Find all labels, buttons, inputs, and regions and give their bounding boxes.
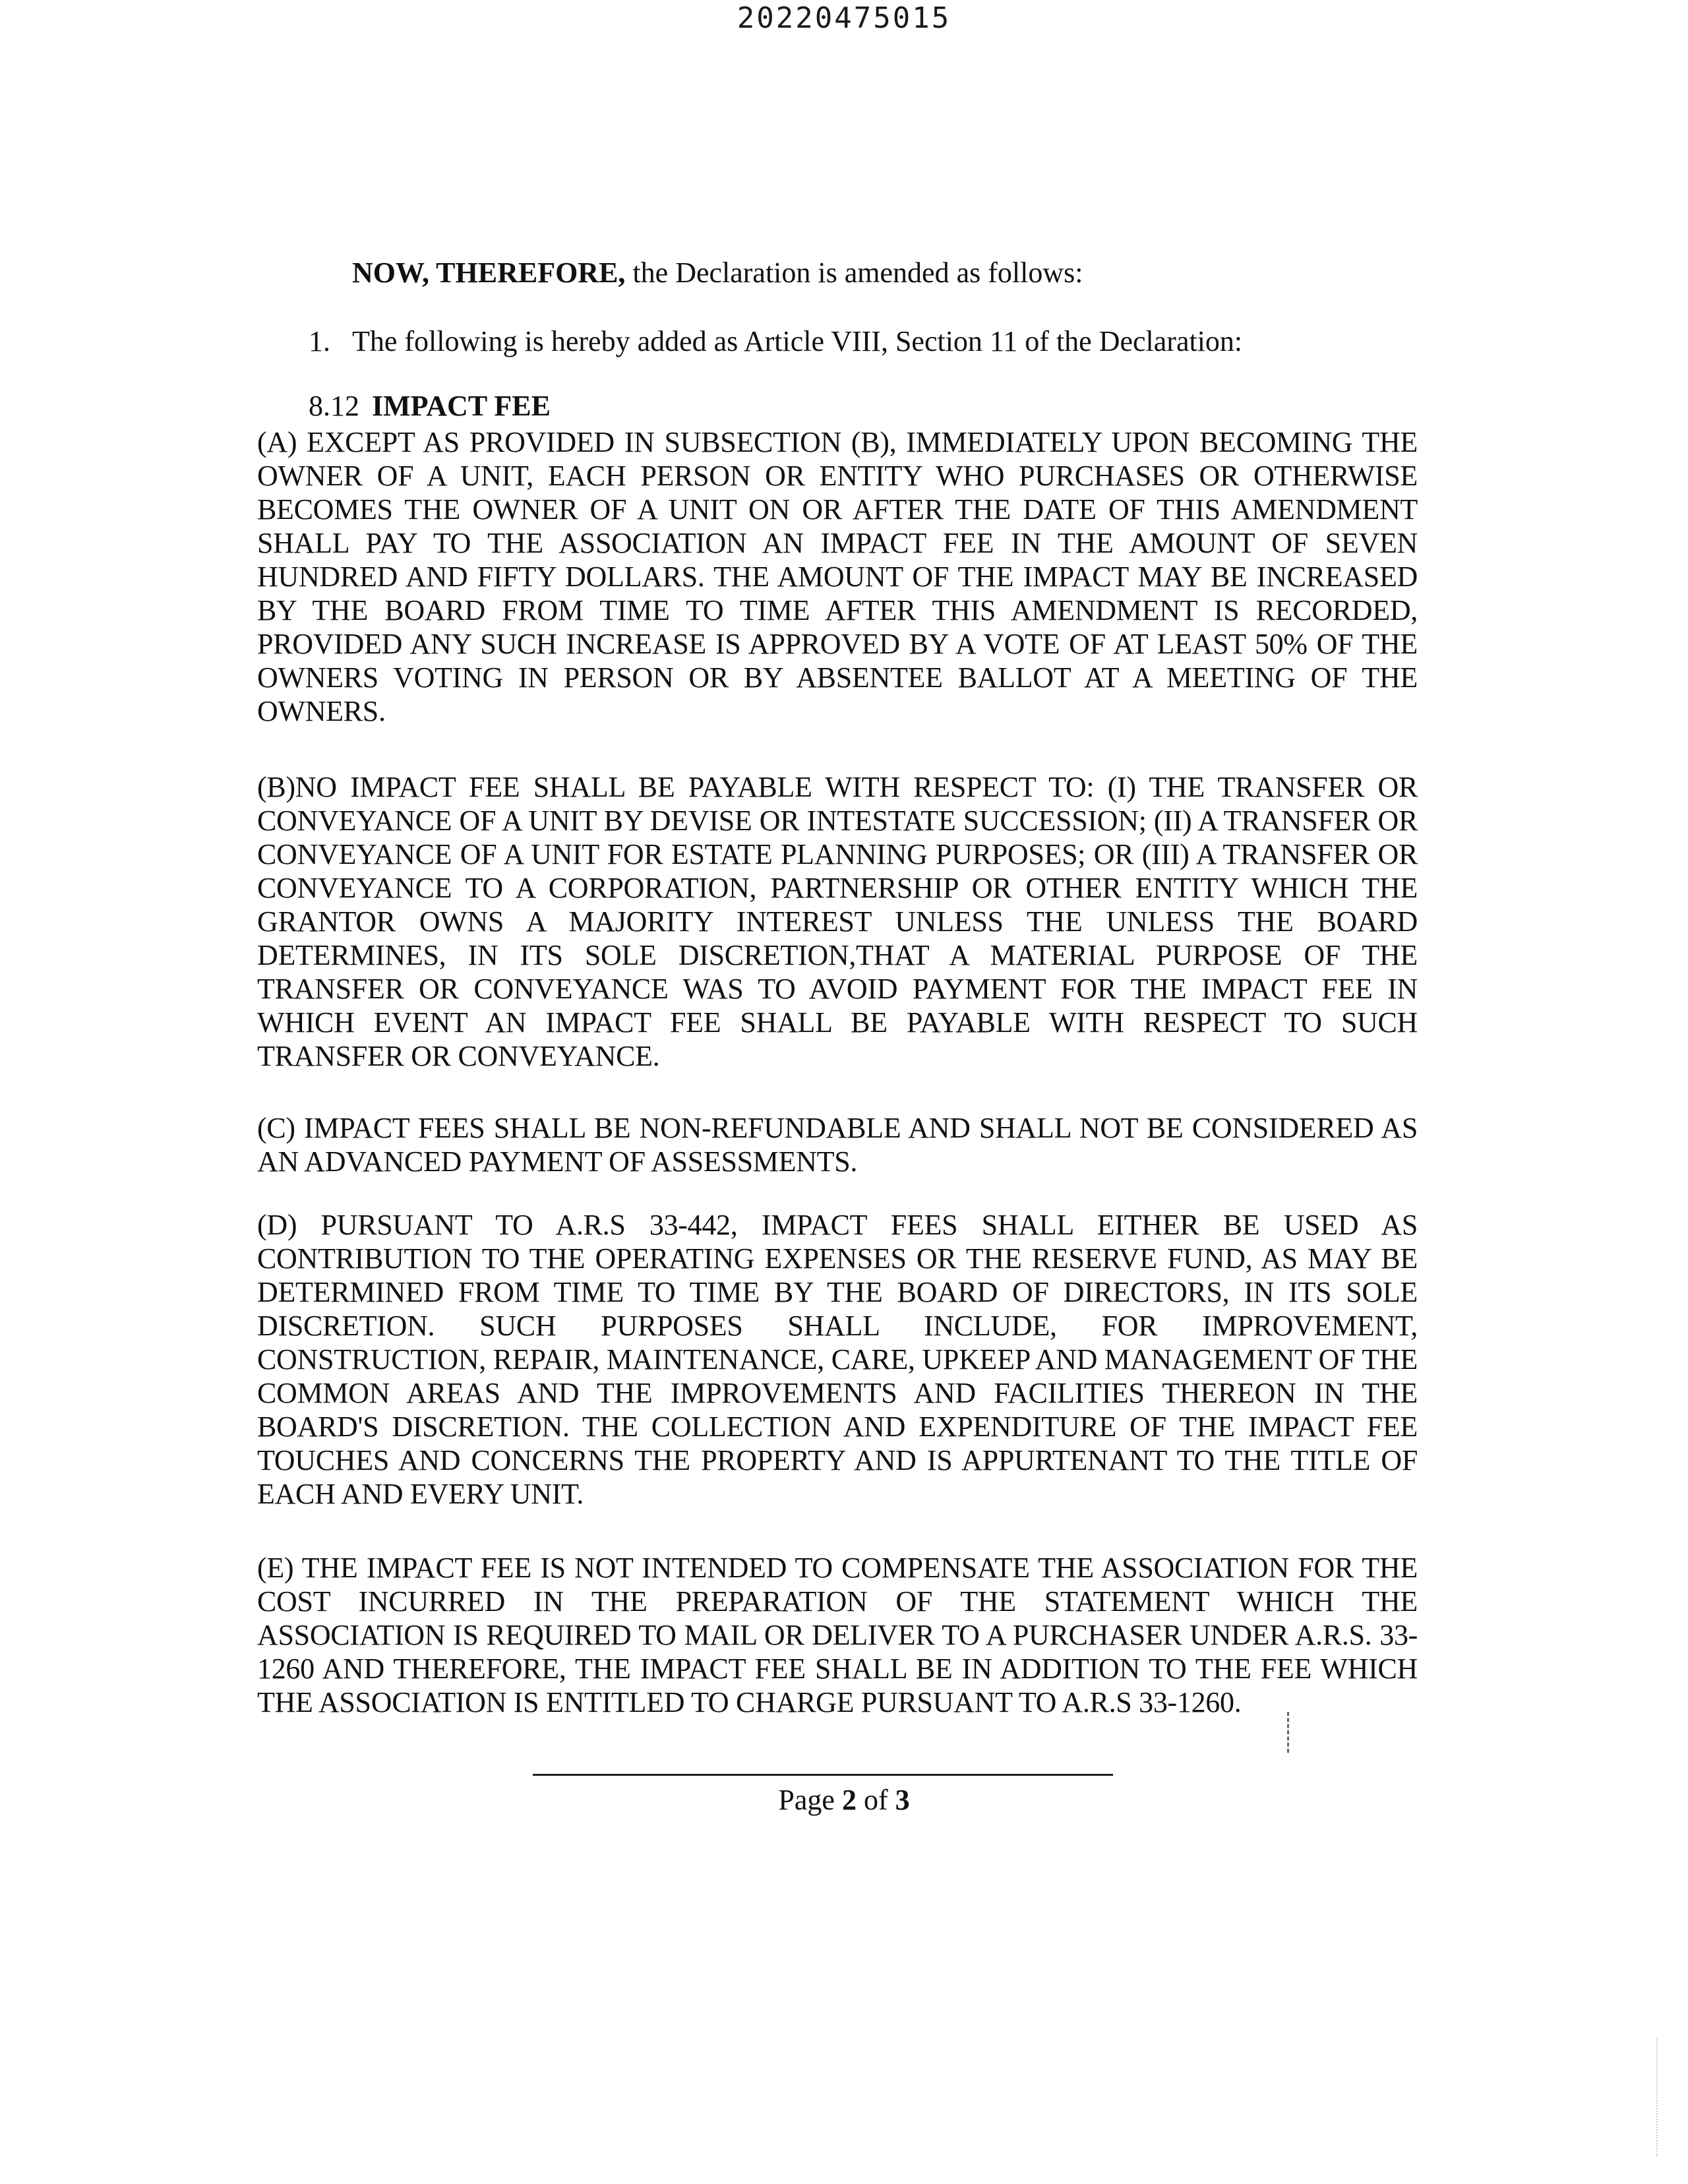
scan-edge-mark [1656, 2038, 1658, 2156]
paragraph-c: (C) IMPACT FEES SHALL BE NON-REFUNDABLE AND SHALL NOT BE CONSIDERED AS AN ADVANCED PAYMENT OF ASSESSMENTS. [257, 1112, 1418, 1178]
paragraph-b: (B)NO IMPACT FEE SHALL BE PAYABLE WITH RESPECT TO: (I) THE TRANSFER OR CONVEYANCE OF A UNIT BY DEVISE OR INTESTATE SUCCESSION; (II) A TRANSFER OR CONVEYANCE OF A UNIT FOR ESTATE PLANNING PURPOSES; OR (III) A TRANSFER OR CONVEYANCE TO A CORPORATION, PARTNERSHIP OR OTHER ENTITY WHICH THE GRANTOR OWNS A MAJORITY INTEREST UNLESS THE UNLESS THE BOARD DETERMINES, IN ITS SOLE DISCRETION,THAT A MATERIAL PURPOSE OF THE TRANSFER OR CONVEYANCE WAS TO AVOID PAYMENT FOR THE IMPACT FEE IN WHICH EVENT AN IMPACT FEE SHALL BE PAYABLE WITH RESPECT TO SUCH TRANSFER OR CONVEYANCE. [257, 771, 1418, 1072]
intro-line [352, 256, 1083, 289]
numbered-item [309, 324, 1242, 358]
page-of: of [863, 1784, 888, 1816]
item-number: 1. [309, 325, 330, 357]
page-number [0, 1783, 1688, 1817]
item-text: The following is hereby added as Article VIII, Section 11 of the Declaration: [352, 325, 1243, 357]
section-title: IMPACT FEE [372, 390, 551, 422]
paragraph-a: (A) EXCEPT AS PROVIDED IN SUBSECTION (B), IMMEDIATELY UPON BECOMING THE OWNER OF A UNIT, EACH PERSON OR ENTITY WHO PURCHASES OR OTHERWISE BECOMES THE OWNER OF A UNIT ON OR AFTER THE DATE OF THIS AMENDMENT SHALL PAY TO THE ASSOCIATION AN IMPACT FEE IN THE AMOUNT OF SEVEN HUNDRED AND FIFTY DOLLARS. THE AMOUNT OF THE IMPACT MAY BE INCREASED BY THE BOARD FROM TIME TO TIME AFTER THIS AMENDMENT IS RECORDED, PROVIDED ANY SUCH INCREASE IS APPROVED BY A VOTE OF AT LEAST 50% OF THE OWNERS VOTING IN PERSON OR BY ABSENTEE BALLOT AT A MEETING OF THE OWNERS. [257, 426, 1418, 727]
page-total: 3 [895, 1784, 910, 1816]
intro-lead: NOW, THEREFORE, [352, 257, 626, 289]
margin-mark [1287, 1712, 1291, 1753]
document-number: 20220475015 [737, 1, 951, 35]
page-label: Page [778, 1784, 835, 1816]
section-heading [309, 389, 551, 423]
paragraph-d: (D) PURSUANT TO A.R.S 33-442, IMPACT FEES SHALL EITHER BE USED AS CONTRIBUTION TO THE OPERATING EXPENSES OR THE RESERVE FUND, AS MAY BE DETERMINED FROM TIME TO TIME BY THE BOARD OF DIRECTORS, IN ITS SOLE DISCRETION. SUCH PURPOSES SHALL INCLUDE, FOR IMPROVEMENT, CONSTRUCTION, REPAIR, MAINTENANCE, CARE, UPKEEP AND MANAGEMENT OF THE COMMON AREAS AND THE IMPROVEMENTS AND FACILITIES THEREON IN THE BOARD'S DISCRETION. THE COLLECTION AND EXPENDITURE OF THE IMPACT FEE TOUCHES AND CONCERNS THE PROPERTY AND IS APPURTENANT TO THE TITLE OF EACH AND EVERY UNIT. [257, 1209, 1418, 1510]
paragraph-e: (E) THE IMPACT FEE IS NOT INTENDED TO COMPENSATE THE ASSOCIATION FOR THE COST INCURRED IN THE PREPARATION OF THE STATEMENT WHICH THE ASSOCIATION IS REQUIRED TO MAIL OR DELIVER TO A PURCHASER UNDER A.R.S. 33-1260 AND THEREFORE, THE IMPACT FEE SHALL BE IN ADDITION TO THE FEE WHICH THE ASSOCIATION IS ENTITLED TO CHARGE PURSUANT TO A.R.S 33-1260. [257, 1552, 1418, 1718]
page-current: 2 [841, 1784, 857, 1816]
section-number: 8.12 [309, 390, 359, 422]
footer-rule [533, 1774, 1113, 1776]
intro-rest: the Declaration is amended as follows: [625, 257, 1083, 289]
